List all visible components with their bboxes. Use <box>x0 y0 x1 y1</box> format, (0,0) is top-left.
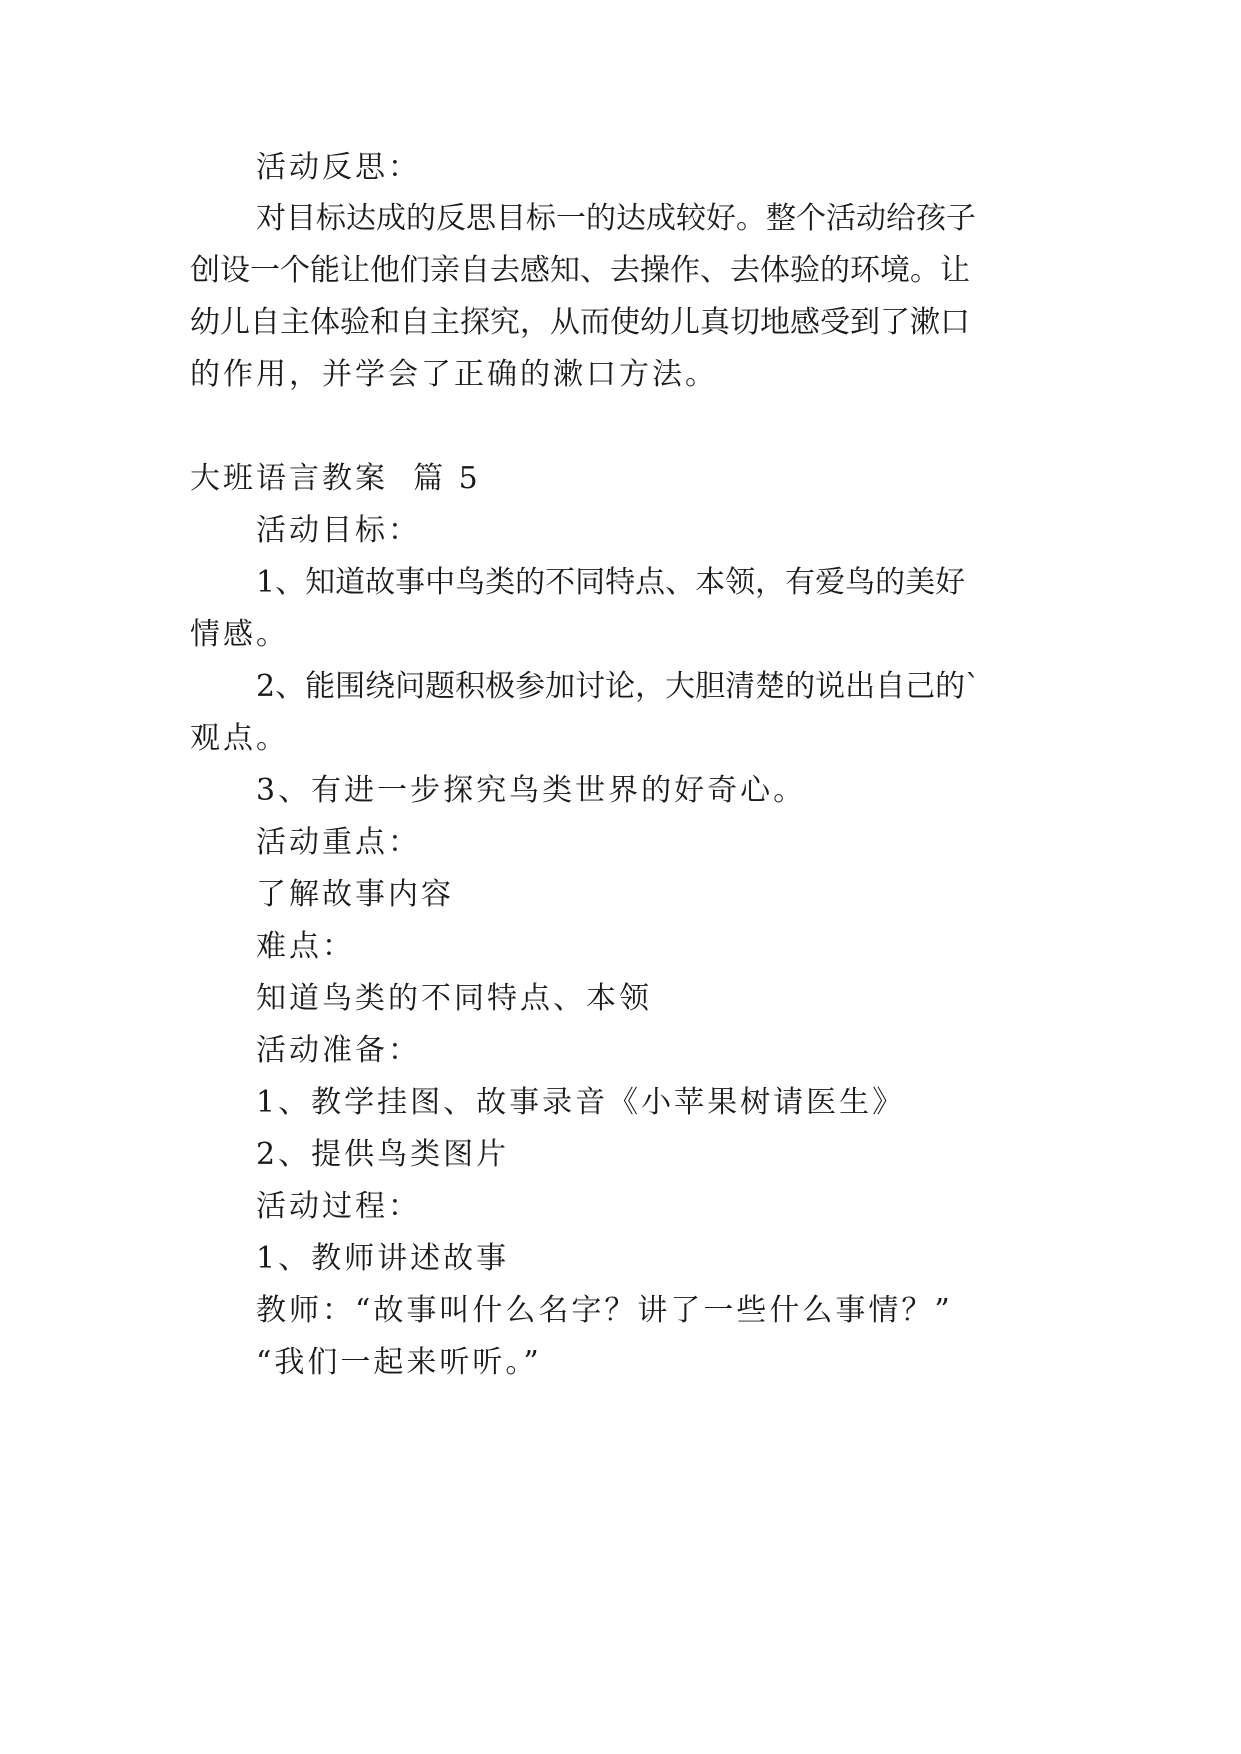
teacher-invitation: “我们一起来听听。” <box>256 1345 542 1380</box>
key-point-content: 了解故事内容 <box>256 877 454 912</box>
preparation-heading: 活动准备： <box>256 1033 421 1068</box>
lesson-title: 大班语言教案 篇 5 <box>190 461 481 496</box>
difficulty-content: 知道鸟类的不同特点、本领 <box>256 981 652 1016</box>
goal-1-line-1: 1、知道故事中鸟类的不同特点、本领，有爱鸟的美好 <box>256 565 966 600</box>
reflection-heading: 活动反思： <box>256 150 421 185</box>
reflection-paragraph-line-3: 幼儿自主体验和自主探究，从而使幼儿真切地感受到了漱口 <box>190 305 970 340</box>
teacher-question: 教师：“故事叫什么名字？讲了一些什么事情？” <box>256 1293 953 1328</box>
key-point-heading: 活动重点： <box>256 825 421 860</box>
reflection-paragraph-line-4: 的作用，并学会了正确的漱口方法。 <box>190 357 718 392</box>
goal-1-line-2: 情感。 <box>190 617 289 652</box>
difficulty-heading: 难点： <box>256 929 355 964</box>
process-step-1: 1、教师讲述故事 <box>256 1241 510 1276</box>
goal-2-line-1: 2、能围绕问题积极参加讨论，大胆清楚的说出自己的` <box>256 669 981 704</box>
goal-2-line-2: 观点。 <box>190 721 289 756</box>
goal-3: 3、有进一步探究鸟类世界的好奇心。 <box>256 773 807 808</box>
process-heading: 活动过程： <box>256 1189 421 1224</box>
goals-heading: 活动目标： <box>256 513 421 548</box>
reflection-paragraph-line-2: 创设一个能让他们亲自去感知、去操作、去体验的环境。让 <box>190 253 970 288</box>
preparation-item-1: 1、教学挂图、故事录音《小苹果树请医生》 <box>256 1085 906 1120</box>
reflection-paragraph-line-1: 对目标达成的反思目标一的达成较好。整个活动给孩子 <box>256 201 976 236</box>
preparation-item-2: 2、提供鸟类图片 <box>256 1137 510 1172</box>
